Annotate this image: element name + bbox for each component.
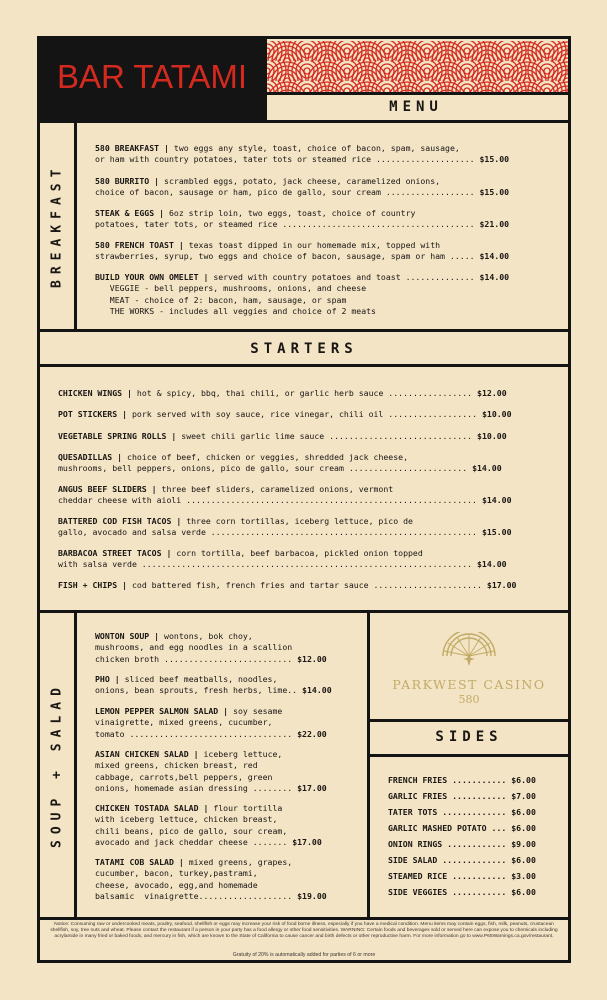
- sunburst-icon: [439, 632, 499, 668]
- side-item: SIDE SALAD ............. $6.00: [388, 855, 536, 865]
- menu-item: ASIAN CHICKEN SALAD | iceberg lettuce, mixed greens, chicken breast, red cabbage, carrots,bell peppers, green onions, homemade asian dressing ........ $17.00: [95, 749, 327, 794]
- menu-frame: [37, 36, 571, 963]
- allergy-notice: Notice: Consuming raw or undercooked meats, poultry, seafood, shellfish or eggs may increase your risk of food borne illness, especially if you have a medical condition. Menu items may contain eggs, fish, milk, peanuts, crustacean shellfish, soy, tree nuts and wheat. Please contact the restaurant if a person in your party has a food allergy or other food sensitivities. WARNING: Certain foods and beverages sold or served here can expose you to chemicals including acrylamide in many fried or baked foods, and mercury in fish, which are known to the State of California to cause cancer and birth defects or other reproductive harm. For more information go to www.P65Warnings.ca.gov/restaurant.: [50, 922, 558, 940]
- menu-item: 580 BURRITO | scrambled eggs, potato, jack cheese, caramelized onions, choice of bacon, sausage or ham, pico de gallo, sour cream .................. $15.00: [95, 176, 510, 198]
- casino-logo: [370, 627, 568, 719]
- soup-salad-label: SOUP + SALAD: [49, 682, 65, 848]
- menu-item: 580 FRENCH TOAST | texas toast dipped in our homemade mix, topped with strawberries, syrup, two eggs and choice of bacon, sausage, spam or ham ..... $14.00: [95, 240, 510, 262]
- side-item: SIDE VEGGIES ........... $6.00: [388, 887, 536, 897]
- menu-item: FISH + CHIPS | cod battered fish, french fries and tartar sauce ...................... $17.00: [58, 580, 517, 590]
- starters-heading: STARTERS: [250, 341, 358, 357]
- side-item: STEAMED RICE ........... $3.00: [388, 871, 536, 881]
- sides-heading: SIDES: [435, 729, 503, 745]
- menu-item-omelet: BUILD YOUR OWN OMELET | served with country potatoes and toast .............. $14.00 VEGGIE - bell peppers, mushrooms, onions, and cheese MEAT - choice of 2: bacon, ham, sausage, or spam THE WORKS - includes all veggies and choice of 2 meats: [95, 272, 510, 317]
- menu-item: PHO | sliced beef meatballs, noodles, onions, bean sprouts, fresh herbs, lime.. $14.00: [95, 674, 332, 696]
- menu-item: VEGETABLE SPRING ROLLS | sweet chili garlic lime sauce ............................. $10.00: [58, 431, 507, 441]
- side-item: GARLIC FRIES ........... $7.00: [388, 791, 536, 801]
- menu-item: TATAMI COB SALAD | mixed greens, grapes, cucumber, bacon, turkey,pastrami, cheese, avocado, egg,and homemade balsamic vinaigrette................... $19.00: [95, 857, 327, 902]
- logo-block: [40, 39, 264, 120]
- menu-item: STEAK & EGGS | 6oz strip loin, two eggs, toast, choice of country potatoes, tater tots, or steamed rice ....................................... $21.00: [95, 208, 510, 230]
- menu-title: MENU: [389, 99, 443, 115]
- brand-logo: BAR TATAMI: [56, 58, 248, 95]
- menu-item: QUESADILLAS | choice of beef, chicken or veggies, shredded jack cheese, mushrooms, bell peppers, onions, pico de gallo, sour cream ........................ $14.00: [58, 452, 502, 474]
- menu-item: POT STICKERS | pork served with soy sauce, rice vinegar, chili oil .................. $10.00: [58, 409, 512, 419]
- casino-name: PARKWEST CASINO: [392, 677, 546, 692]
- menu-item: ANGUS BEEF SLIDERS | three beef sliders, caramelized onions, vermont cheddar cheese with aioli ........................................................... $14.00: [58, 484, 512, 506]
- side-item: GARLIC MASHED POTATO ... $6.00: [388, 823, 536, 833]
- menu-item: 580 BREAKFAST | two eggs any style, toast, choice of bacon, spam, sausage, or ham with country potatoes, tater tots or steamed rice .................... $15.00: [95, 143, 510, 165]
- menu-item: BATTERED COD FISH TACOS | three corn tortillas, iceberg lettuce, pico de gallo, avocado and salsa verde ...................................................... $15.00: [58, 516, 512, 538]
- wave-pattern: [267, 41, 568, 93]
- side-item: ONION RINGS ............ $9.00: [388, 839, 536, 849]
- menu-item: BARBACOA STREET TACOS | corn tortilla, beef barbacoa, pickled onion topped with salsa verde ................................................................... $14.00: [58, 548, 507, 570]
- breakfast-label: BREAKFAST: [49, 163, 65, 289]
- menu-item: CHICKEN WINGS | hot & spicy, bbq, thai chili, or garlic herb sauce ................. $12.00: [58, 388, 507, 398]
- side-item: TATER TOTS ............. $6.00: [388, 807, 536, 817]
- side-item: FRENCH FRIES ........... $6.00: [388, 775, 536, 785]
- menu-item: CHICKEN TOSTADA SALAD | flour tortilla with iceberg lettuce, chicken breast, chili beans, pico de gallo, sour cream, avocado and jack cheddar cheese ....... $17.00: [95, 803, 322, 848]
- casino-number: 580: [458, 693, 480, 706]
- menu-item: WONTON SOUP | wontons, bok choy, mushrooms, and egg noodles in a scallion chicken broth .......................... $12.00: [95, 631, 327, 664]
- menu-item: LEMON PEPPER SALMON SALAD | soy sesame vinaigrette, mixed greens, cucumber, tomato ................................. $22.00: [95, 706, 327, 739]
- gratuity-note: Gratuity of 20% is automatically added for parties of 6 or more: [232, 952, 376, 958]
